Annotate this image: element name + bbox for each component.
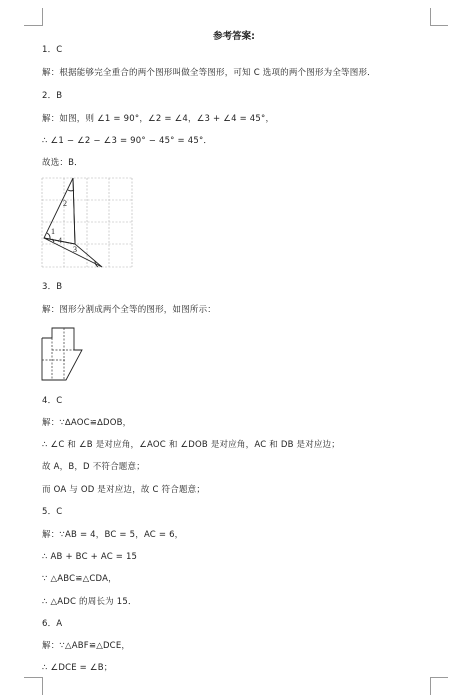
answer-2-solution-line1: 解：如图，则 ∠1 = 90°，∠2 = ∠4，∠3 + ∠4 = 45°， — [42, 114, 275, 124]
answer-3-solution: 解：图形分割成两个全等的图形，如图所示： — [42, 305, 217, 315]
divided-shape-figure — [40, 326, 86, 384]
answer-5-solution-line4: ∴ △ADC 的周长为 15． — [42, 597, 137, 607]
crop-mark-top-left-v — [42, 8, 43, 26]
answer-5-label: 5．C — [42, 507, 63, 517]
answer-6-label: 6．A — [42, 619, 63, 629]
angle-label-3: 3 — [73, 245, 77, 254]
crop-mark-bottom-right-v — [430, 677, 431, 695]
page-title: 参考答案: — [213, 31, 255, 42]
angle-label-4: 4 — [58, 236, 62, 245]
answer-5-solution-line2: ∴ AB + BC + AC = 15 — [42, 552, 138, 562]
crop-mark-bottom-right-h — [430, 677, 448, 678]
answer-2-solution-line2: ∴ ∠1 − ∠2 − ∠3 = 90° − 45° = 45°． — [42, 136, 213, 146]
answer-6-solution-line2: ∴ ∠DCE = ∠B； — [42, 663, 113, 673]
answer-4-solution-line1: 解：∵∆AOC≌∆DOB， — [42, 418, 132, 428]
crop-mark-top-right-h — [430, 25, 448, 26]
answer-4-label: 4．C — [42, 396, 63, 406]
grid-triangle-figure — [40, 176, 134, 272]
answer-3-label: 3．B — [42, 282, 63, 292]
answer-4-solution-line4: 而 OA 与 OD 是对应边，故 C 符合题意； — [42, 485, 206, 495]
answer-5-solution-line1: 解：∵AB = 4，BC = 5，AC = 6， — [42, 530, 184, 540]
crop-mark-top-right-v — [430, 8, 431, 26]
angle-label-1: 1 — [51, 227, 55, 236]
answer-4-solution-line2: ∴ ∠C 和 ∠B 是对应角，∠AOC 和 ∠DOB 是对应角，AC 和 DB 是对应边； — [42, 440, 341, 450]
answer-5-solution-line3: ∵ △ABC≌△CDA， — [42, 574, 117, 584]
angle-label-2: 2 — [63, 199, 67, 208]
answer-1-solution: 解：根据能够完全重合的两个图形叫做全等图形，可知 C 选项的两个图形为全等图形． — [42, 68, 376, 78]
crop-mark-top-left-h — [24, 25, 42, 26]
answer-2-conclusion: 故选：B． — [42, 158, 83, 168]
answer-1-label: 1．C — [42, 45, 63, 55]
answer-2-label: 2．B — [42, 91, 63, 101]
crop-mark-bottom-left-h — [24, 677, 42, 678]
crop-mark-bottom-left-v — [42, 677, 43, 695]
answer-4-solution-line3: 故 A，B，D 不符合题意； — [42, 462, 145, 472]
answer-6-solution-line1: 解：∵△ABF≌△DCE， — [42, 641, 131, 651]
